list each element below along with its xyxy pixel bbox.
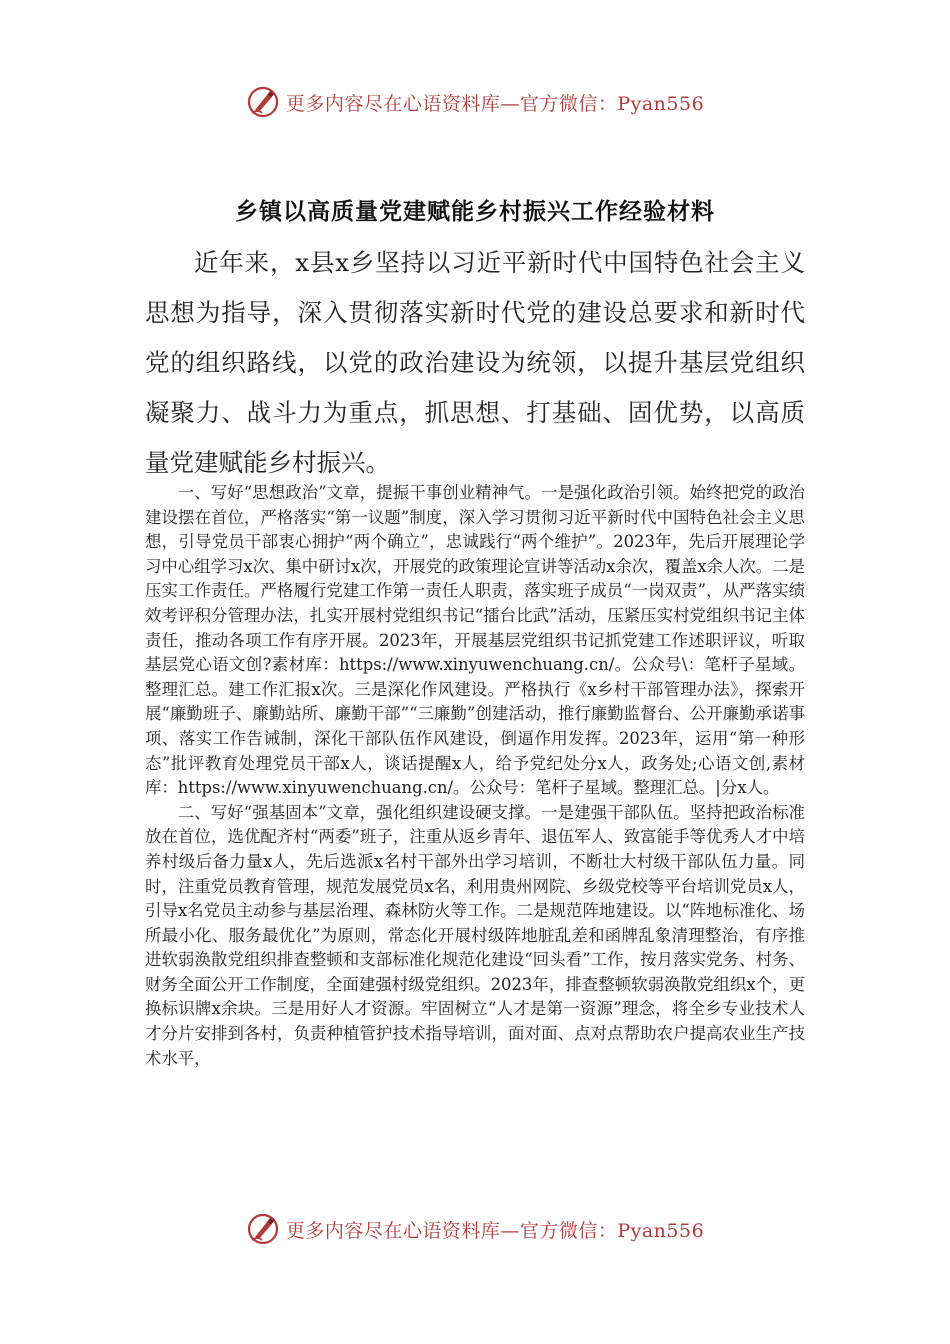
watermark-text: 更多内容尽在心语资料库—官方微信：Pyan556 bbox=[285, 1219, 705, 1242]
header-watermark-banner bbox=[0, 82, 950, 122]
section-two-paragraph: 二、写好“强基固本”文章，强化组织建设硬支撑。一是建强干部队伍。坚持把政治标准放在首位，选优配齐村“两委”班子，注重从返乡青年、退伍军人、致富能手等优秀人才中培养村级后备力量x人，先后选派x名村干部外出学习培训，不断壮大村级干部队伍力量。同时，注重党员教育管理，规范发展党员x名，利用贵州网院、乡级党校等平台培训党员x人，引导x名党员主动参与基层治理、森林防火等工作。二是规范阵地建设。以“阵地标准化、场所最小化、服务最优化”为原则，常态化开展村级阵地脏乱差和函牌乱象清理整治，有序推进软弱涣散党组织排查整顿和支部标准化规范化建设“回头看”工作，按月落实党务、村务、财务全面公开工作制度，全面建强村级党组织。2023年，排查整顿软弱涣散党组织x个，更换标识牌x余块。三是用好人才资源。牢固树立“人才是第一资源”理念，将全乡专业技术人才分片安排到各村，负责种植管护技术指导培训，面对面、点对点帮助农户提高农业生产技术水平， bbox=[145, 802, 805, 1068]
body-section bbox=[145, 481, 805, 1071]
pen-logo-icon bbox=[246, 1212, 280, 1246]
watermark-text: 更多内容尽在心语资料库—官方微信：Pyan556 bbox=[285, 92, 705, 115]
section-one-paragraph: 一、写好“思想政治”文章，提振干事创业精神气。一是强化政治引领。始终把党的政治建设摆在首位，严格落实“第一议题”制度，深入学习贯彻习近平新时代中国特色社会主义思想，引导党员干部衷心拥护“两个确立”，忠诚践行“两个维护”。2023年，先后开展理论学习中心组学习x次、集中研讨x次，开展党的政策理论宣讲等活动x余次，覆盖x余人次。二是压实工作责任。严格履行党建工作第一责任人职责，落实班子成员“一岗双责”，从严落实绩效考评积分管理办法，扎实开展村党组织书记“擂台比武”活动，压紧压实村党组织书记主体责任，推动各项工作有序开展。2023年，开展基层党组织书记抓党建工作述职评议，听取基层党心语文创?素材库：https://www.xinyuwenchuang.cn/。公众号\：笔杆子星域。整理汇总。建工作汇报x次。三是深化作风建设。严格执行《x乡村干部管理办法》，探索开展“廉勤班子、廉勤站所、廉勤干部”“三廉勤”创建活动，推行廉勤监督台、公开廉勤承诺事项、落实工作告诫制，深化干部队伍作风建设，倒逼作用发挥。2023年，运用“第一种形态”批评教育处理党员干部x人，谈话提醒x人，给予党纪处分x人，政务处;心语文创,素材库：https://www.xinyuwenchuang.cn/。公众号：笔杆子星域。整理汇总。|分x人。 bbox=[145, 483, 805, 798]
footer-watermark-banner bbox=[0, 1209, 950, 1249]
document-title: 乡镇以高质量党建赋能乡村振兴工作经验材料 bbox=[235, 199, 715, 226]
pen-logo-icon bbox=[246, 85, 280, 119]
intro-paragraph: 近年来，x县x乡坚持以习近平新时代中国特色社会主义思想为指导，深入贯彻落实新时代党的建设总要求和新时代党的组织路线，以党的政治建设为统领，以提升基层党组织凝聚力、战斗力为重点，抓思想、打基础、固优势，以高质量党建赋能乡村振兴。 bbox=[145, 248, 805, 477]
